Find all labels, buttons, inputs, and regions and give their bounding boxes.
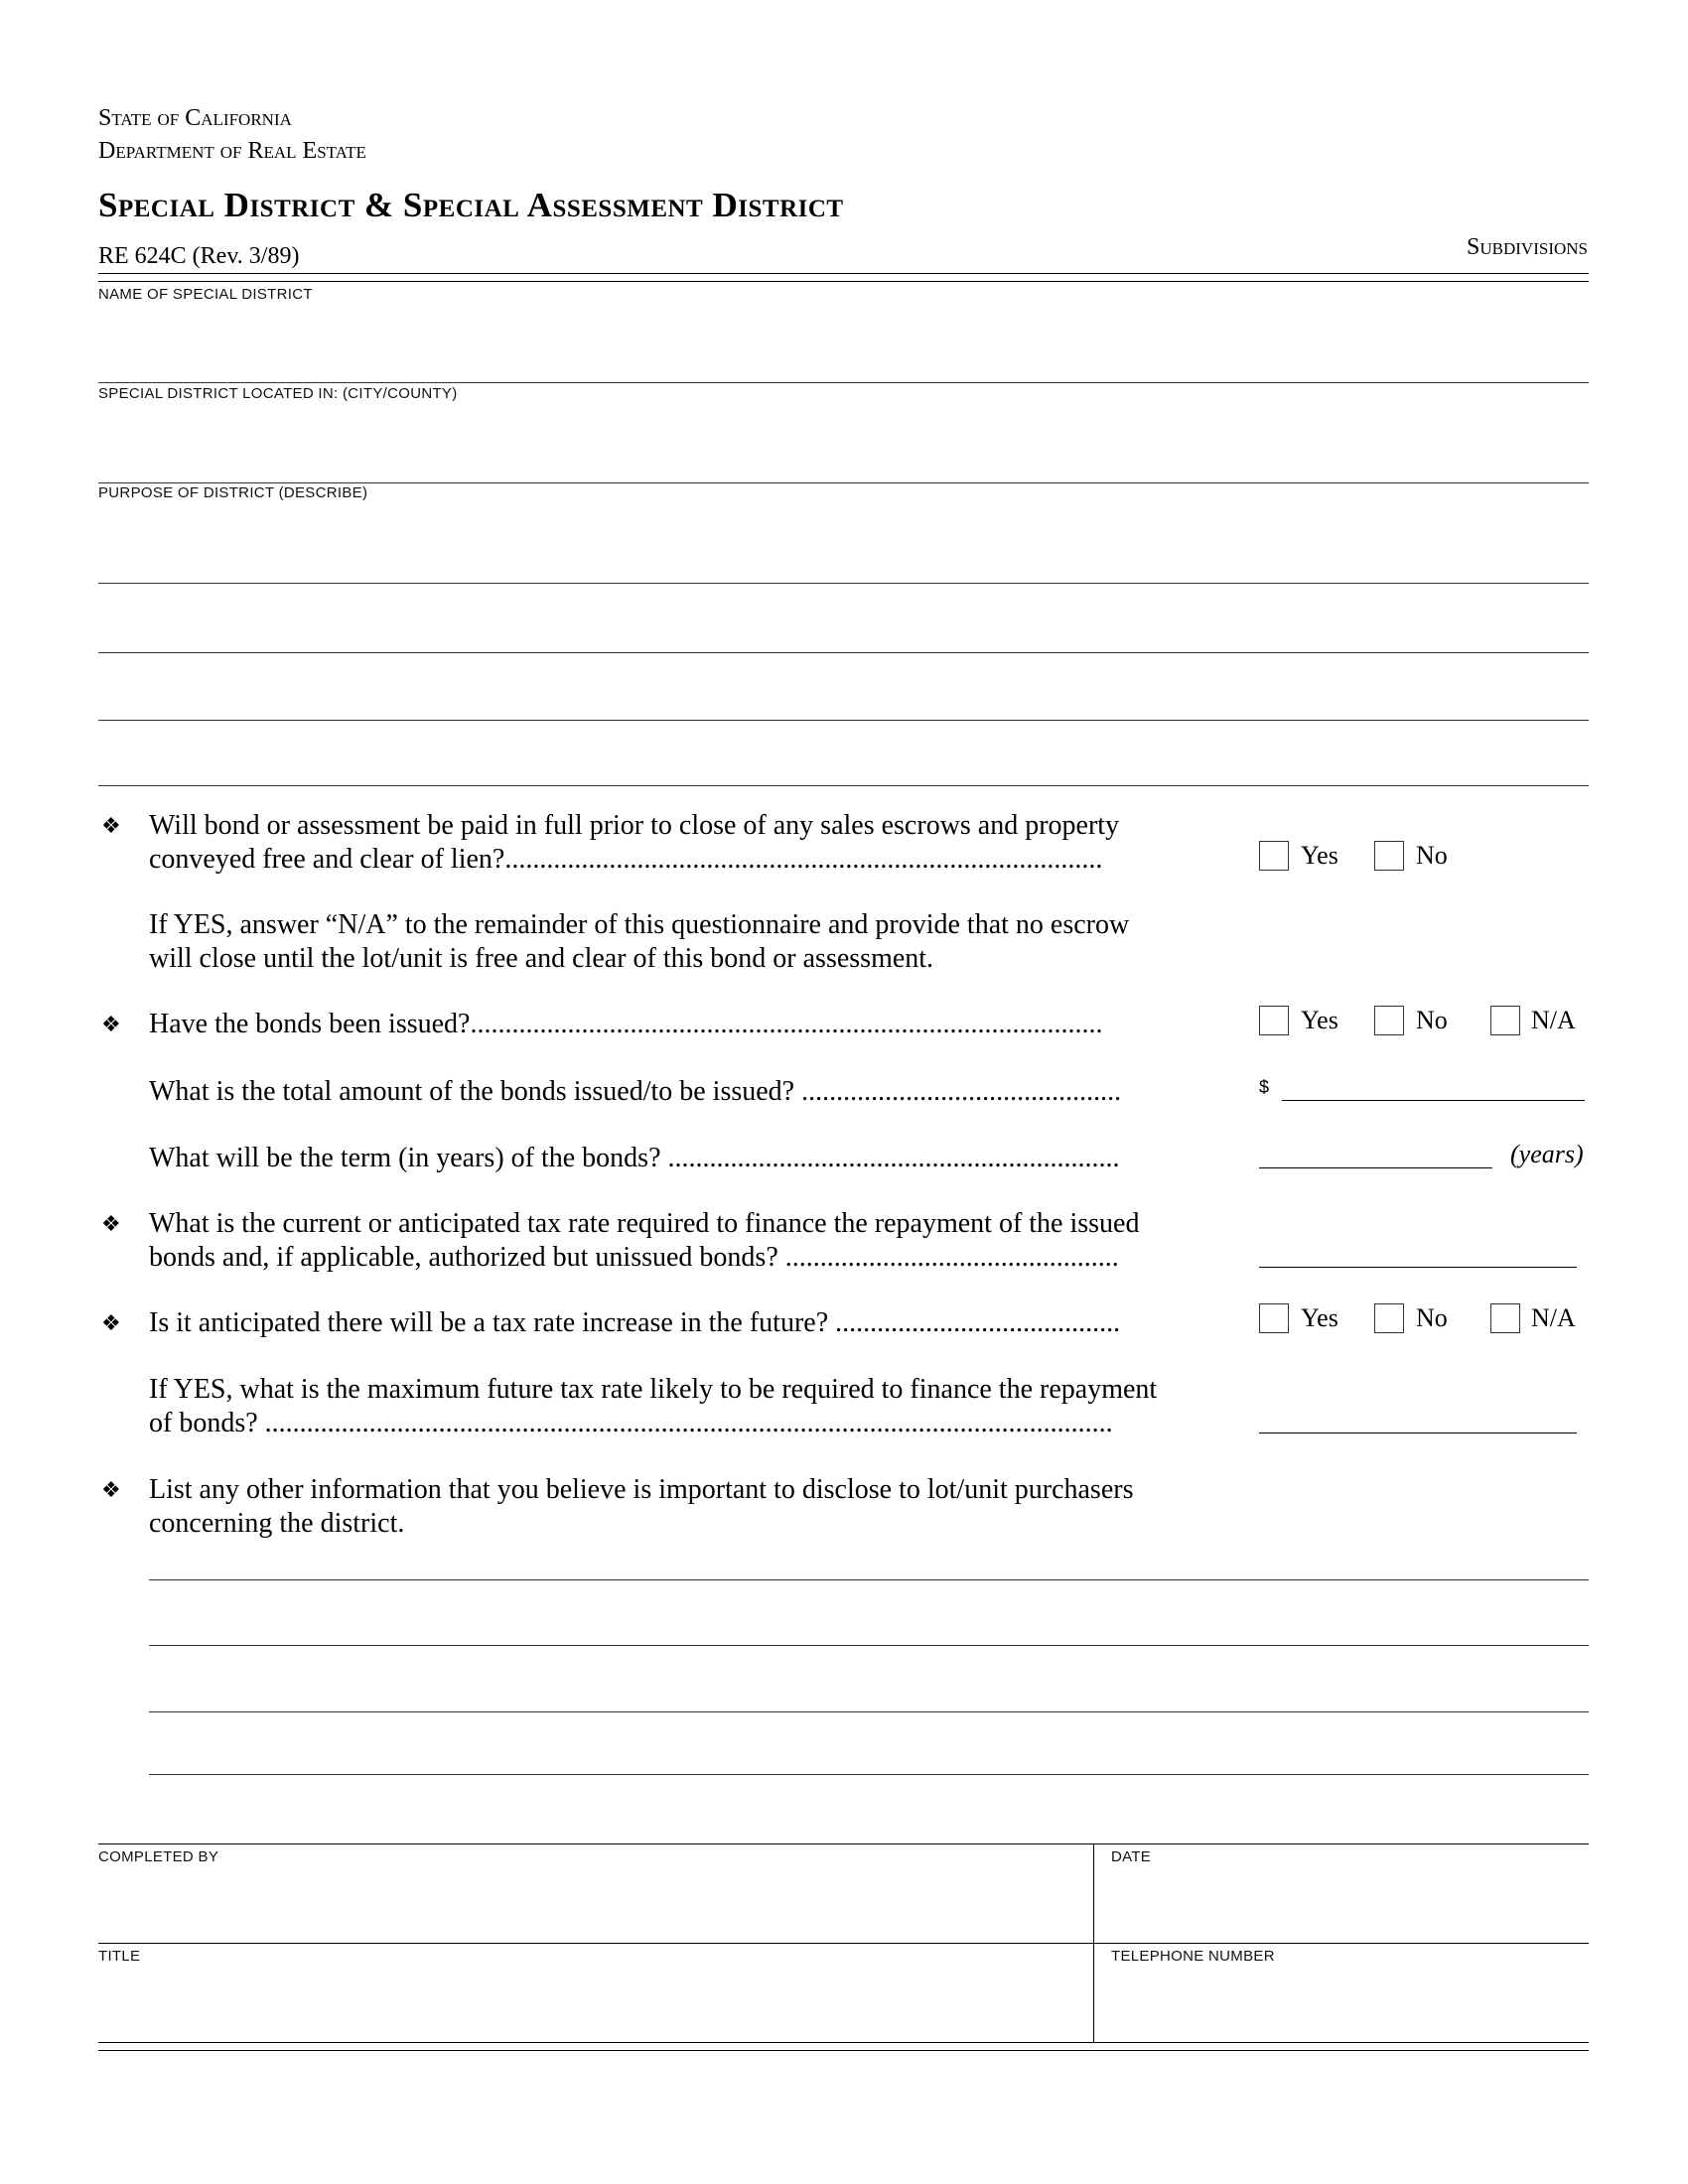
q2b-text: What will be the term (in years) of the bonds? ................................................................. <box>149 1143 1120 1173</box>
q2-na-checkbox[interactable] <box>1490 1006 1520 1035</box>
max-tax-rate-input[interactable] <box>1259 1397 1577 1429</box>
other-info-input-line-3[interactable] <box>149 1670 1589 1707</box>
q4-na-checkbox[interactable] <box>1490 1303 1520 1333</box>
form-number: RE 624C (Rev. 3/89) <box>98 243 300 269</box>
q1-text-line2: conveyed free and clear of lien?...................................................................................... <box>149 844 1103 875</box>
other-info-input-line-4[interactable] <box>149 1732 1589 1770</box>
q3-text-line1: What is the current or anticipated tax rate required to finance the repayment of the issued <box>149 1208 1140 1239</box>
purpose-line-4 <box>98 785 1589 786</box>
other-info-input-line-1[interactable] <box>149 1537 1589 1574</box>
dollar-sign: $ <box>1259 1077 1270 1097</box>
title-input[interactable] <box>98 1980 1081 2030</box>
purpose-input-line-4[interactable] <box>98 743 1589 782</box>
date-input[interactable] <box>1111 1881 1583 1931</box>
other-info-line-2 <box>149 1645 1589 1646</box>
q4-text: Is it anticipated there will be a tax rate increase in the future? ......................................... <box>149 1307 1121 1338</box>
q2-text: Have the bonds been issued?........................................................................................... <box>149 1009 1103 1039</box>
footer-rule-top <box>98 1843 1589 1844</box>
other-info-line-4 <box>149 1774 1589 1775</box>
tax-rate-line <box>1259 1267 1577 1268</box>
q2-yes-checkbox[interactable] <box>1259 1006 1289 1035</box>
q4-yes-label: Yes <box>1301 1303 1338 1332</box>
diamond-bullet-icon: ❖ <box>101 1310 121 1335</box>
footer-rule-middle <box>98 1943 1589 1944</box>
header-rule-bottom <box>98 281 1589 282</box>
purpose-label: PURPOSE OF DISTRICT (DESCRIBE) <box>98 484 368 501</box>
q4-na-label: N/A <box>1531 1303 1576 1332</box>
q1-no-checkbox[interactable] <box>1374 841 1404 871</box>
diamond-bullet-icon: ❖ <box>101 1012 121 1036</box>
location-input[interactable] <box>98 437 1589 477</box>
agency-state: State of California <box>98 105 292 131</box>
telephone-input[interactable] <box>1111 1980 1583 2030</box>
tax-rate-input[interactable] <box>1259 1231 1577 1263</box>
q2a-text: What is the total amount of the bonds issued/to be issued? .............................................. <box>149 1076 1122 1107</box>
q4-note-line1: If YES, what is the maximum future tax rate likely to be required to finance the repayment <box>149 1374 1158 1405</box>
purpose-input-line-3[interactable] <box>98 676 1589 716</box>
diamond-bullet-icon: ❖ <box>101 1477 121 1502</box>
bond-term-input[interactable] <box>1259 1132 1492 1163</box>
purpose-line-3 <box>98 720 1589 721</box>
district-name-line <box>98 382 1589 383</box>
diamond-bullet-icon: ❖ <box>101 1211 121 1236</box>
diamond-bullet-icon: ❖ <box>101 813 121 838</box>
q1-text-line1: Will bond or assessment be paid in full prior to close of any sales escrows and property <box>149 810 1120 841</box>
location-line <box>98 482 1589 483</box>
district-name-input[interactable] <box>98 338 1589 377</box>
years-suffix: (years) <box>1510 1140 1584 1168</box>
q1-note-line1: If YES, answer “N/A” to the remainder of this questionnaire and provide that no escrow <box>149 909 1130 940</box>
q3-text-line2: bonds and, if applicable, authorized but unissued bonds? ................................................ <box>149 1242 1119 1273</box>
date-label: DATE <box>1111 1848 1152 1865</box>
other-info-line-1 <box>149 1579 1589 1580</box>
agency-department: Department of Real Estate <box>98 138 366 164</box>
q1-yes-checkbox[interactable] <box>1259 841 1289 871</box>
purpose-input-line-1[interactable] <box>98 539 1589 579</box>
footer-rule-bottom-2 <box>98 2050 1589 2051</box>
purpose-line-1 <box>98 583 1589 584</box>
q2-no-label: No <box>1416 1006 1448 1034</box>
other-info-line-3 <box>149 1711 1589 1712</box>
telephone-label: TELEPHONE NUMBER <box>1111 1948 1275 1965</box>
q1-no-label: No <box>1416 841 1448 870</box>
q2-no-checkbox[interactable] <box>1374 1006 1404 1035</box>
q4-note-line2: of bonds? .......................................................................................................................... <box>149 1408 1113 1438</box>
form-title: Special District & Special Assessment District <box>98 186 844 224</box>
bond-amount-line <box>1282 1100 1585 1101</box>
q2-yes-label: Yes <box>1301 1006 1338 1034</box>
q4-yes-checkbox[interactable] <box>1259 1303 1289 1333</box>
q5-text-line1: List any other information that you believe is important to disclose to lot/unit purchasers <box>149 1474 1134 1505</box>
q1-note-line2: will close until the lot/unit is free and clear of this bond or assessment. <box>149 943 934 974</box>
bond-amount-input[interactable] <box>1282 1066 1585 1098</box>
bond-term-line <box>1259 1167 1492 1168</box>
completed-by-input[interactable] <box>98 1881 1081 1931</box>
q4-no-checkbox[interactable] <box>1374 1303 1404 1333</box>
completed-by-label: COMPLETED BY <box>98 1848 219 1865</box>
q1-yes-label: Yes <box>1301 841 1338 870</box>
q4-no-label: No <box>1416 1303 1448 1332</box>
purpose-input-line-2[interactable] <box>98 610 1589 649</box>
purpose-line-2 <box>98 652 1589 653</box>
district-name-label: NAME OF SPECIAL DISTRICT <box>98 286 313 303</box>
title-label: TITLE <box>98 1948 141 1965</box>
location-label: SPECIAL DISTRICT LOCATED IN: (CITY/COUNTY) <box>98 385 458 402</box>
other-info-input-line-2[interactable] <box>149 1603 1589 1641</box>
q5-text-line2: concerning the district. <box>149 1508 405 1539</box>
header-rule-top <box>98 273 1589 274</box>
q2-na-label: N/A <box>1531 1006 1576 1034</box>
footer-rule-bottom-1 <box>98 2042 1589 2043</box>
form-category: Subdivisions <box>1467 234 1588 260</box>
